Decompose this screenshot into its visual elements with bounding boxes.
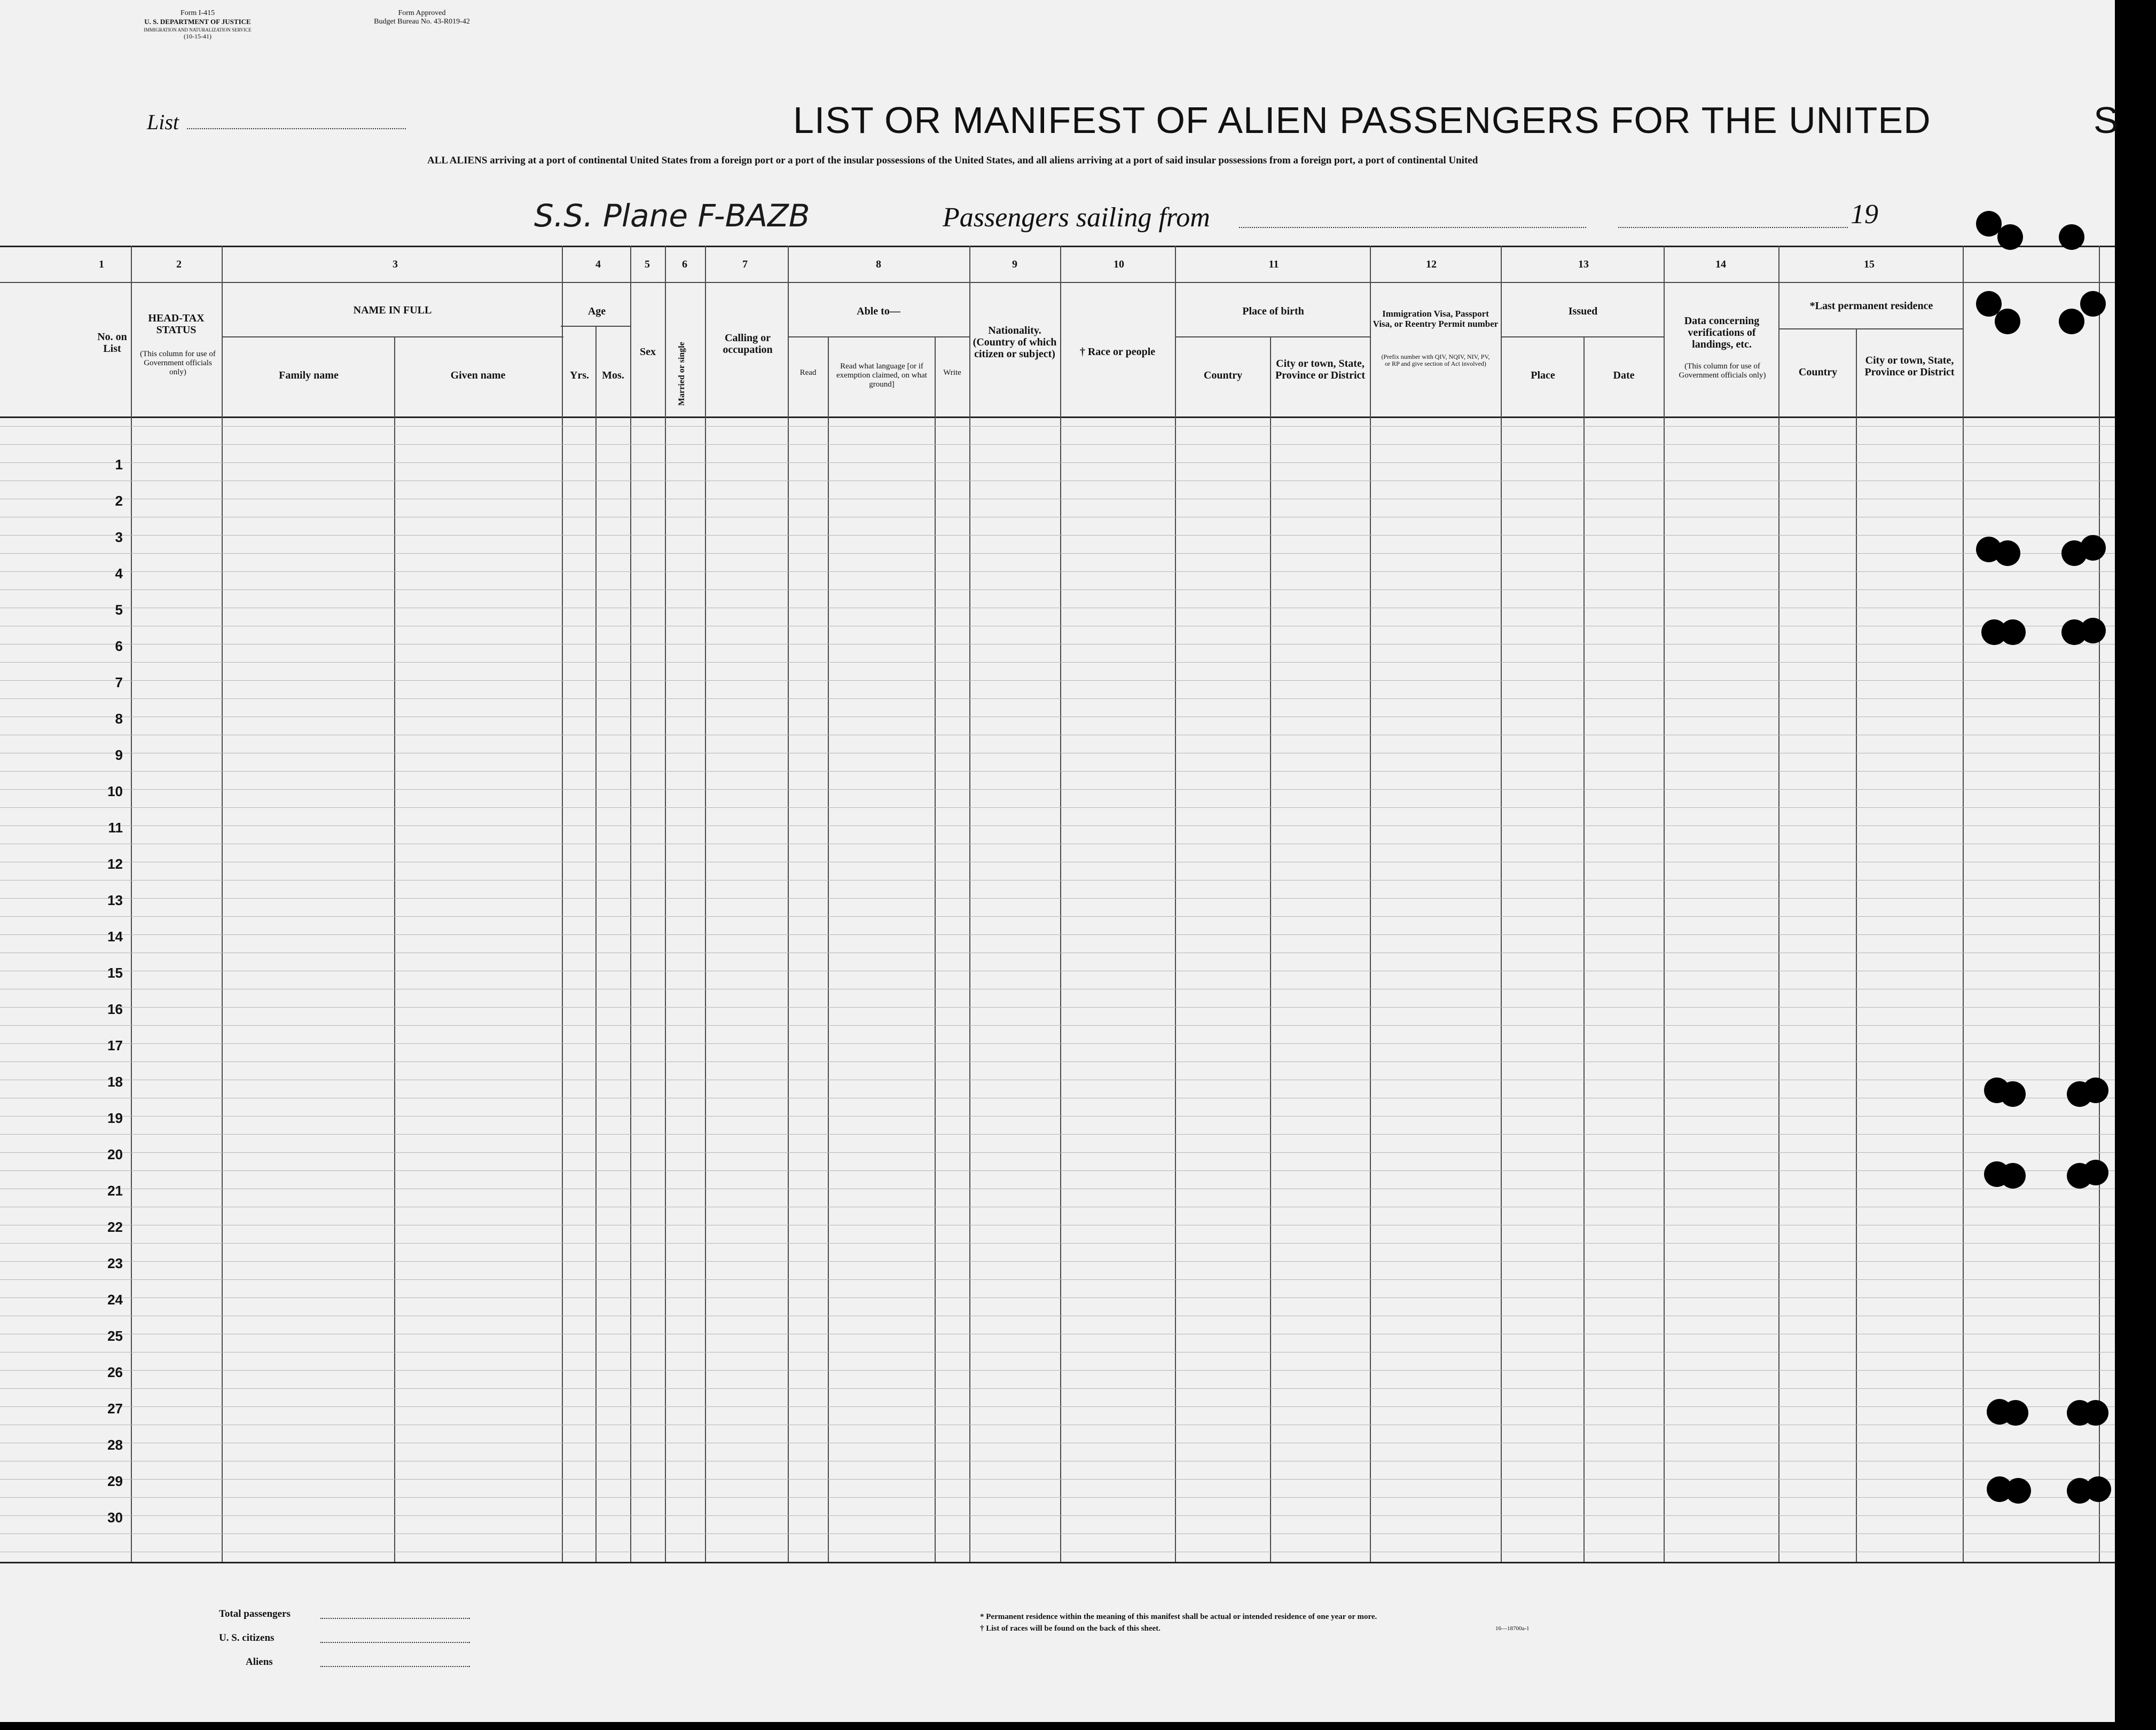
colnum-5: 5 <box>645 258 650 270</box>
row-line <box>0 462 2115 463</box>
punch-hole <box>2000 1163 2026 1189</box>
able-subdivider <box>788 336 969 337</box>
row-number: 24 <box>107 1292 123 1308</box>
row-number: 23 <box>107 1255 123 1271</box>
row-number: 4 <box>115 565 123 581</box>
row-line <box>0 444 2115 445</box>
row-line <box>0 1007 2115 1008</box>
header-residence-city: City or town, State, Province or District <box>1864 355 1955 378</box>
col-line <box>1175 246 1176 1562</box>
issued-subdivider <box>1501 336 1664 337</box>
row-number: 8 <box>115 711 123 727</box>
table-top-border <box>0 246 2115 247</box>
colnum-9: 9 <box>1012 258 1017 270</box>
punch-hole <box>2059 224 2084 250</box>
row-line <box>0 680 2115 681</box>
year-prefix: 19 <box>1851 199 1878 230</box>
punch-hole <box>2059 309 2084 334</box>
col-line <box>1370 246 1371 1562</box>
header-residence-country: Country <box>1798 366 1838 378</box>
header-issued: Issued <box>1568 305 1598 317</box>
col-line <box>595 326 597 1562</box>
punch-hole <box>2083 1400 2108 1426</box>
row-number: 29 <box>107 1473 123 1489</box>
colnum-1: 1 <box>99 258 104 270</box>
col-line <box>1856 328 1857 1562</box>
col-line <box>1060 246 1061 1562</box>
header-visa: Immigration Visa, Passport Visa, or Reentry Permit number <box>1373 309 1499 329</box>
header-sex: Sex <box>640 346 656 358</box>
sailing-date-blank[interactable] <box>1618 227 1848 228</box>
punch-hole <box>2083 1078 2108 1103</box>
header-head-tax: HEAD-TAX STATUS <box>148 312 205 336</box>
residence-subdivider <box>1778 328 1963 329</box>
row-number: 6 <box>115 638 123 654</box>
col-line <box>1583 336 1585 1562</box>
footer-total-passengers: Total passengers <box>219 1608 291 1619</box>
header-age: Age <box>587 305 606 317</box>
row-number: 7 <box>115 674 123 690</box>
col-line <box>665 246 666 1562</box>
row-number: 20 <box>107 1146 123 1162</box>
budget-label: Budget Bureau No. 43-R019-42 <box>374 18 470 26</box>
row-number: 12 <box>107 856 123 872</box>
footer-note-races: † List of races will be found on the back of this sheet. <box>980 1624 1161 1633</box>
header-nationality: Nationality. (Country of which citizen or subject) <box>973 325 1057 360</box>
punch-hole <box>2080 535 2106 561</box>
col-line <box>705 246 706 1562</box>
row-line <box>0 1043 2115 1044</box>
row-number: 27 <box>107 1401 123 1417</box>
row-number: 2 <box>115 493 123 509</box>
row-line <box>0 1152 2115 1153</box>
punch-hole <box>2080 618 2106 643</box>
row-line <box>0 1261 2115 1262</box>
header-read-language: Read what language [or if exemption claimed, on what ground] <box>836 362 927 389</box>
punch-hole <box>2000 1081 2026 1107</box>
header-married: Married or single <box>677 342 686 406</box>
punch-hole <box>1995 540 2020 566</box>
department-label: U. S. DEPARTMENT OF JUSTICE <box>144 18 251 26</box>
row-line <box>0 1279 2115 1280</box>
birth-subdivider <box>1175 336 1370 337</box>
ship-name-handwritten: S.S. Plane F-BAZB <box>534 198 810 234</box>
total-passengers-blank[interactable] <box>320 1618 470 1619</box>
col-line <box>969 246 970 1562</box>
col-line <box>1963 246 1964 1562</box>
header-head-tax-note: (This column for use of Government officials only) <box>140 350 216 376</box>
header-given-name: Given name <box>450 369 506 381</box>
approved-label: Form Approved <box>398 9 446 17</box>
row-number: 14 <box>107 929 123 945</box>
row-line <box>0 1370 2115 1371</box>
punch-hole <box>2080 291 2106 317</box>
sailing-from-blank[interactable] <box>1239 227 1586 228</box>
header-data-note: (This column for use of Government officials only) <box>1679 362 1766 380</box>
row-line <box>0 535 2115 536</box>
colnum-3: 3 <box>393 258 398 270</box>
col-line <box>1501 246 1502 1562</box>
service-label: IMMIGRATION AND NATURALIZATION SERVICE <box>144 27 252 33</box>
colnum-11: 11 <box>1268 258 1279 270</box>
page-subtitle: ALL ALIENS arriving at a port of continental United States from a foreign port or a port of the insular possessions of the United States, and all aliens arriving at a port of said insular possessions from a foreign port, a port of continental United <box>427 155 1478 166</box>
row-number: 1 <box>115 457 123 473</box>
row-line <box>0 771 2115 772</box>
header-calling: Calling or occupation <box>723 332 773 356</box>
row-line <box>0 807 2115 808</box>
row-number: 28 <box>107 1437 123 1453</box>
header-write: Write <box>943 368 961 377</box>
punch-hole <box>2086 1476 2111 1502</box>
row-number: 11 <box>108 820 123 836</box>
row-number: 10 <box>107 783 123 799</box>
colnum-2: 2 <box>176 258 182 270</box>
sailing-from-label: Passengers sailing from <box>943 202 1210 233</box>
row-line <box>0 571 2115 572</box>
col-line <box>630 246 631 1562</box>
header-visa-note: (Prefix number with QIV, NQIV, NIV, PV, or RP and give section of Act involved) <box>1381 353 1490 367</box>
punch-hole <box>2005 1478 2031 1504</box>
colnum-13: 13 <box>1578 258 1589 270</box>
row-line <box>0 1134 2115 1135</box>
row-line <box>0 1170 2115 1171</box>
row-line <box>0 916 2115 917</box>
row-line <box>0 589 2115 590</box>
row-line <box>0 1479 2115 1480</box>
us-citizens-blank[interactable] <box>320 1642 470 1643</box>
row-number: 21 <box>107 1183 123 1199</box>
header-bottom-border <box>0 416 2115 418</box>
col-line <box>1270 336 1271 1562</box>
row-line <box>0 1025 2115 1026</box>
colnum-8: 8 <box>876 258 881 270</box>
row-line <box>0 698 2115 699</box>
colnum-divider <box>0 282 2115 283</box>
row-number: 17 <box>107 1037 123 1053</box>
col-line <box>935 336 936 1562</box>
page-title: LIST OR MANIFEST OF ALIEN PASSENGERS FOR THE UNITED <box>793 99 1931 141</box>
colnum-14: 14 <box>1715 258 1726 270</box>
header-issued-place: Place <box>1531 369 1555 381</box>
colnum-4: 4 <box>595 258 601 270</box>
header-race: † Race or people <box>1079 346 1156 358</box>
list-blank[interactable] <box>187 128 406 129</box>
row-number: 26 <box>107 1364 123 1380</box>
row-line <box>0 789 2115 790</box>
colnum-15: 15 <box>1864 258 1875 270</box>
header-name-in-full: NAME IN FULL <box>353 304 432 316</box>
row-number: 19 <box>107 1110 123 1126</box>
row-line <box>0 553 2115 554</box>
col-line <box>1664 246 1665 1562</box>
edition-label: (10-15-41) <box>184 33 211 40</box>
row-number: 16 <box>107 1001 123 1017</box>
row-number: 30 <box>107 1509 123 1525</box>
header-last-residence: *Last permanent residence <box>1809 300 1933 312</box>
punch-hole <box>2000 619 2026 645</box>
form-number: Form I-415 <box>180 9 215 17</box>
colnum-6: 6 <box>682 258 687 270</box>
col-line <box>394 336 395 1562</box>
row-number: 18 <box>107 1074 123 1090</box>
header-able-to: Able to— <box>857 305 900 317</box>
footer-us-citizens: U. S. citizens <box>219 1632 275 1644</box>
row-line <box>0 825 2115 826</box>
row-line <box>0 1388 2115 1389</box>
col-line <box>131 246 132 1562</box>
row-line <box>0 898 2115 899</box>
row-line <box>0 1061 2115 1062</box>
list-label: List <box>147 110 179 134</box>
row-line <box>0 1497 2115 1498</box>
header-birth-country: Country <box>1203 369 1243 381</box>
row-line <box>0 934 2115 935</box>
row-line <box>0 1406 2115 1407</box>
punch-hole <box>2083 1160 2108 1185</box>
col-line <box>828 336 829 1562</box>
header-no-on-list: No. on List <box>97 331 127 355</box>
footer-note-residence: * Permanent residence within the meaning of this manifest shall be actual or intended residence of one year or more. <box>980 1613 1377 1621</box>
header-birth-city: City or town, State, Province or District <box>1275 358 1366 381</box>
name-subdivider <box>222 336 563 337</box>
col-line <box>1778 246 1779 1562</box>
row-line <box>0 426 2115 427</box>
footer-aliens: Aliens <box>246 1656 273 1668</box>
col-line <box>562 246 563 1562</box>
punch-hole <box>1997 224 2023 250</box>
row-number: 3 <box>115 529 123 545</box>
header-data-concerning: Data concerning verifications of landings, etc. <box>1684 315 1760 350</box>
punch-hole <box>2003 1400 2028 1426</box>
header-family-name: Family name <box>279 369 339 381</box>
row-number: 22 <box>107 1219 123 1235</box>
table-bottom-border <box>0 1562 2115 1563</box>
row-line <box>0 1515 2115 1516</box>
col-line <box>222 246 223 1562</box>
row-number: 13 <box>107 892 123 908</box>
header-issued-date: Date <box>1613 369 1635 381</box>
header-place-of-birth: Place of birth <box>1242 305 1304 317</box>
row-number: 25 <box>107 1328 123 1344</box>
header-read: Read <box>799 368 817 377</box>
footer-print-code: 16—18700a-1 <box>1495 1625 1530 1632</box>
aliens-blank[interactable] <box>320 1666 470 1667</box>
row-number: 9 <box>115 747 123 763</box>
header-age-mos: Mos. <box>602 369 624 381</box>
header-age-yrs: Yrs. <box>569 369 590 381</box>
punch-hole <box>1995 309 2020 334</box>
row-number: 5 <box>115 602 123 618</box>
colnum-12: 12 <box>1426 258 1437 270</box>
row-number: 15 <box>107 965 123 981</box>
colnum-10: 10 <box>1114 258 1124 270</box>
colnum-7: 7 <box>742 258 748 270</box>
title-cut-letter: S <box>2094 99 2119 141</box>
col-line <box>2099 246 2100 1562</box>
col-line <box>788 246 789 1562</box>
row-line <box>0 662 2115 663</box>
row-line <box>0 1243 2115 1244</box>
